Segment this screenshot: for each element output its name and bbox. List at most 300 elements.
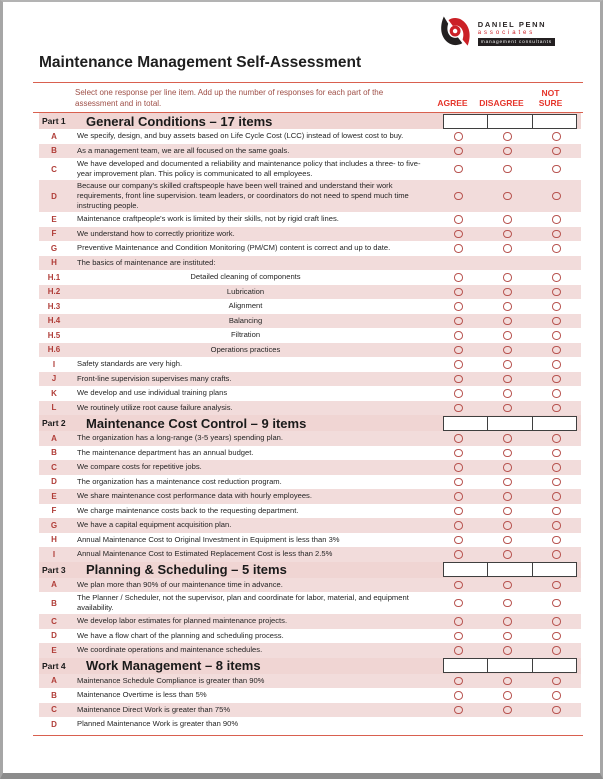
agree-column-header: AGREE xyxy=(437,98,468,108)
row-text: Maintenance Schedule Compliance is greater than 90% xyxy=(77,675,265,685)
agree-cell xyxy=(434,632,483,641)
not-sure-cell xyxy=(532,691,581,700)
radio-agree[interactable] xyxy=(454,550,463,559)
radio-not-sure[interactable] xyxy=(552,375,561,384)
radio-agree[interactable] xyxy=(454,288,463,297)
disagree-cell xyxy=(483,507,532,516)
row-letter: H xyxy=(51,535,57,545)
not-sure-cell xyxy=(532,463,581,472)
part-4-row-B xyxy=(39,688,581,703)
radio-agree[interactable] xyxy=(454,646,463,655)
not-sure-cell xyxy=(532,132,581,141)
logo-tagline: management consultants xyxy=(478,38,555,46)
radio-disagree[interactable] xyxy=(503,581,512,590)
part-3-row-E xyxy=(39,643,581,658)
disagree-cell xyxy=(483,404,532,413)
agree-cell xyxy=(434,360,483,369)
total-box-disagree[interactable] xyxy=(487,562,532,577)
part-2-row-D xyxy=(39,475,581,490)
response-options xyxy=(434,402,581,415)
agree-cell xyxy=(434,706,483,715)
radio-not-sure[interactable] xyxy=(552,192,561,201)
not-sure-cell xyxy=(532,599,581,608)
radio-not-sure[interactable] xyxy=(552,478,561,487)
row-letter: H.5 xyxy=(47,330,61,340)
total-box-agree[interactable] xyxy=(443,114,488,129)
radio-agree[interactable] xyxy=(454,434,463,443)
response-options xyxy=(434,242,581,255)
response-options xyxy=(434,548,581,561)
radio-disagree[interactable] xyxy=(503,677,512,686)
row-text: Operations practices xyxy=(210,344,281,354)
disagree-cell xyxy=(483,632,532,641)
row-text: Planned Maintenance Work is greater than 90% xyxy=(77,719,239,729)
radio-agree[interactable] xyxy=(454,617,463,626)
row-text: The basics of maintenance are instituted: xyxy=(77,257,216,267)
row-letter: H.1 xyxy=(47,272,61,282)
agree-cell xyxy=(434,617,483,626)
radio-disagree[interactable] xyxy=(503,599,512,608)
radio-disagree[interactable] xyxy=(503,346,512,355)
radio-not-sure[interactable] xyxy=(552,463,561,472)
disagree-cell xyxy=(483,463,532,472)
part-2-row-E xyxy=(39,489,581,504)
part-1-row-C xyxy=(39,158,581,180)
part-label: Part 1 xyxy=(42,116,66,126)
response-options xyxy=(434,490,581,503)
radio-disagree[interactable] xyxy=(503,302,512,311)
disagree-column-header: DISAGREE xyxy=(479,98,524,108)
radio-agree[interactable] xyxy=(454,581,463,590)
disagree-cell xyxy=(483,360,532,369)
disagree-cell xyxy=(483,273,532,282)
part-1-row-A xyxy=(39,129,581,144)
not-sure-cell xyxy=(532,449,581,458)
not-sure-cell xyxy=(532,550,581,559)
row-text: Annual Maintenance Cost to Original Investment in Equipment is less than 3% xyxy=(77,534,340,544)
radio-not-sure[interactable] xyxy=(552,215,561,224)
part-2-total-boxes xyxy=(444,416,577,431)
logo-text-block xyxy=(478,14,555,46)
radio-disagree[interactable] xyxy=(503,273,512,282)
row-letter: D xyxy=(51,631,57,641)
radio-agree[interactable] xyxy=(454,346,463,355)
radio-disagree[interactable] xyxy=(503,375,512,384)
disagree-cell xyxy=(483,521,532,530)
radio-agree[interactable] xyxy=(454,404,463,413)
radio-not-sure[interactable] xyxy=(552,617,561,626)
row-letter: B xyxy=(51,598,57,608)
row-text: Preventive Maintenance and Condition Monitoring (PM/CM) content is correct and up to date. xyxy=(77,243,391,253)
not-sure-cell xyxy=(532,478,581,487)
radio-not-sure[interactable] xyxy=(552,273,561,282)
total-box-not-sure[interactable] xyxy=(532,658,577,673)
response-options xyxy=(434,505,581,518)
part-2-row-H xyxy=(39,533,581,548)
disagree-cell xyxy=(483,550,532,559)
row-text: Front-line supervision supervises many crafts. xyxy=(77,373,232,383)
response-options xyxy=(434,181,581,211)
row-text: We routinely utilize root cause failure analysis. xyxy=(77,402,233,412)
part-3-row-B xyxy=(39,592,581,614)
radio-disagree[interactable] xyxy=(503,463,512,472)
part-2-row-I xyxy=(39,547,581,562)
radio-agree[interactable] xyxy=(454,230,463,239)
row-letter: E xyxy=(51,214,57,224)
response-options xyxy=(434,519,581,532)
part-1-row-H.6 xyxy=(39,343,581,358)
disagree-cell xyxy=(483,147,532,156)
row-letter: F xyxy=(51,506,57,516)
radio-not-sure[interactable] xyxy=(552,434,561,443)
radio-agree[interactable] xyxy=(454,463,463,472)
part-1-row-J xyxy=(39,372,581,387)
not-sure-cell xyxy=(532,521,581,530)
radio-not-sure[interactable] xyxy=(552,646,561,655)
disagree-cell xyxy=(483,691,532,700)
radio-agree[interactable] xyxy=(454,599,463,608)
radio-disagree[interactable] xyxy=(503,492,512,501)
instructions-text: Select one response per line item. Add up the number of responses for each part of the assessment and in total. xyxy=(75,88,384,108)
radio-disagree[interactable] xyxy=(503,389,512,398)
row-text: As a management team, we are all focused on the same goals. xyxy=(77,145,290,155)
radio-disagree[interactable] xyxy=(503,132,512,141)
not-sure-cell xyxy=(532,677,581,686)
row-text: The maintenance department has an annual budget. xyxy=(77,447,254,457)
row-text: We have a capital equipment acquisition plan. xyxy=(77,520,232,530)
response-options xyxy=(434,476,581,489)
row-text: The organization has a maintenance cost reduction program. xyxy=(77,476,282,486)
not-sure-cell xyxy=(532,165,581,174)
agree-cell xyxy=(434,677,483,686)
radio-agree[interactable] xyxy=(454,492,463,501)
radio-agree[interactable] xyxy=(454,375,463,384)
radio-not-sure[interactable] xyxy=(552,691,561,700)
part-4-header xyxy=(39,658,581,674)
total-box-agree[interactable] xyxy=(443,416,488,431)
radio-agree[interactable] xyxy=(454,536,463,545)
response-options xyxy=(434,344,581,357)
instruction-header-section xyxy=(33,83,583,112)
part-label: Part 3 xyxy=(42,564,66,575)
row-letter: G xyxy=(50,243,58,253)
row-letter: L xyxy=(51,403,57,413)
radio-agree[interactable] xyxy=(454,706,463,715)
radio-agree[interactable] xyxy=(454,132,463,141)
radio-agree[interactable] xyxy=(454,691,463,700)
total-box-agree[interactable] xyxy=(443,658,488,673)
radio-not-sure[interactable] xyxy=(552,389,561,398)
response-options xyxy=(434,615,581,628)
part-1-row-H.4 xyxy=(39,314,581,329)
row-text: We share maintenance cost performance data with hourly employees. xyxy=(77,491,312,501)
radio-not-sure[interactable] xyxy=(552,492,561,501)
part-4-row-A xyxy=(39,674,581,689)
radio-agree[interactable] xyxy=(454,317,463,326)
agree-cell xyxy=(434,346,483,355)
row-text: Maintenance Overtime is less than 5% xyxy=(77,690,207,700)
parts-container xyxy=(33,113,583,732)
radio-disagree[interactable] xyxy=(503,404,512,413)
radio-not-sure[interactable] xyxy=(552,706,561,715)
row-letter: H.6 xyxy=(47,345,61,355)
disagree-cell xyxy=(483,331,532,340)
row-letter: D xyxy=(51,191,57,201)
part-2-row-F xyxy=(39,504,581,519)
radio-not-sure[interactable] xyxy=(552,288,561,297)
radio-not-sure[interactable] xyxy=(552,302,561,311)
disagree-cell xyxy=(483,288,532,297)
not-sure-cell xyxy=(532,581,581,590)
company-logo xyxy=(438,14,555,50)
radio-disagree[interactable] xyxy=(503,147,512,156)
radio-not-sure[interactable] xyxy=(552,317,561,326)
response-column-headers xyxy=(428,85,575,110)
response-options xyxy=(434,329,581,342)
radio-disagree[interactable] xyxy=(503,434,512,443)
radio-disagree[interactable] xyxy=(503,331,512,340)
radio-not-sure[interactable] xyxy=(552,677,561,686)
part-4-row-D xyxy=(39,717,581,732)
disagree-cell xyxy=(483,192,532,201)
response-options xyxy=(434,257,581,270)
assessment-table xyxy=(33,82,583,736)
disagree-cell xyxy=(483,617,532,626)
radio-not-sure[interactable] xyxy=(552,331,561,340)
radio-agree[interactable] xyxy=(454,192,463,201)
row-letter: D xyxy=(51,477,57,487)
radio-agree[interactable] xyxy=(454,147,463,156)
not-sure-cell xyxy=(532,346,581,355)
radio-disagree[interactable] xyxy=(503,507,512,516)
radio-disagree[interactable] xyxy=(503,706,512,715)
disagree-cell xyxy=(483,536,532,545)
part-1-row-D xyxy=(39,180,581,212)
radio-not-sure[interactable] xyxy=(552,244,561,253)
radio-not-sure[interactable] xyxy=(552,632,561,641)
part-3-row-A xyxy=(39,578,581,593)
agree-cell xyxy=(434,230,483,239)
part-2-row-A xyxy=(39,431,581,446)
radio-disagree[interactable] xyxy=(503,360,512,369)
part-1-row-B xyxy=(39,144,581,159)
row-letter: C xyxy=(51,462,57,472)
radio-not-sure[interactable] xyxy=(552,550,561,559)
not-sure-cell xyxy=(532,706,581,715)
total-box-not-sure[interactable] xyxy=(532,562,577,577)
row-letter: B xyxy=(51,690,57,700)
radio-not-sure[interactable] xyxy=(552,147,561,156)
radio-disagree[interactable] xyxy=(503,646,512,655)
agree-cell xyxy=(434,288,483,297)
row-letter: J xyxy=(51,374,57,384)
response-options xyxy=(434,159,581,179)
total-box-not-sure[interactable] xyxy=(532,416,577,431)
disagree-cell xyxy=(483,165,532,174)
row-letter: F xyxy=(51,229,57,239)
radio-agree[interactable] xyxy=(454,478,463,487)
part-3-row-D xyxy=(39,629,581,644)
radio-not-sure[interactable] xyxy=(552,230,561,239)
response-options xyxy=(434,130,581,143)
total-box-disagree[interactable] xyxy=(487,114,532,129)
not-sure-cell xyxy=(532,434,581,443)
response-options xyxy=(434,593,581,613)
radio-not-sure[interactable] xyxy=(552,507,561,516)
response-options xyxy=(434,461,581,474)
radio-agree[interactable] xyxy=(454,165,463,174)
logo-company-subname: associates xyxy=(477,30,536,36)
agree-cell xyxy=(434,389,483,398)
radio-disagree[interactable] xyxy=(503,536,512,545)
radio-agree[interactable] xyxy=(454,244,463,253)
radio-disagree[interactable] xyxy=(503,521,512,530)
row-text: We develop labor estimates for planned maintenance projects. xyxy=(77,616,288,626)
radio-disagree[interactable] xyxy=(503,288,512,297)
part-1-row-G xyxy=(39,241,581,256)
radio-agree[interactable] xyxy=(454,449,463,458)
radio-not-sure[interactable] xyxy=(552,346,561,355)
response-options xyxy=(434,689,581,702)
disagree-cell xyxy=(483,389,532,398)
radio-disagree[interactable] xyxy=(503,617,512,626)
agree-cell xyxy=(434,273,483,282)
response-options xyxy=(434,432,581,445)
agree-cell xyxy=(434,521,483,530)
response-options xyxy=(434,228,581,241)
disagree-cell xyxy=(483,449,532,458)
agree-cell xyxy=(434,449,483,458)
agree-cell xyxy=(434,492,483,501)
radio-disagree[interactable] xyxy=(503,230,512,239)
radio-not-sure[interactable] xyxy=(552,536,561,545)
row-letter: I xyxy=(52,359,56,369)
disagree-cell xyxy=(483,706,532,715)
not-sure-cell xyxy=(532,375,581,384)
row-text: The organization has a long-range (3-5 years) spending plan. xyxy=(77,433,284,443)
row-letter: C xyxy=(51,164,57,174)
part-1-row-H.1 xyxy=(39,270,581,285)
response-options xyxy=(434,718,581,731)
row-text: We understand how to correctly prioritize work. xyxy=(77,228,235,238)
row-letter: A xyxy=(51,131,57,141)
radio-not-sure[interactable] xyxy=(552,449,561,458)
radio-agree[interactable] xyxy=(454,302,463,311)
not-sure-cell xyxy=(532,244,581,253)
radio-agree[interactable] xyxy=(454,331,463,340)
radio-disagree[interactable] xyxy=(503,691,512,700)
row-text: Balancing xyxy=(228,315,263,325)
not-sure-cell xyxy=(532,147,581,156)
radio-agree[interactable] xyxy=(454,521,463,530)
radio-agree[interactable] xyxy=(454,389,463,398)
row-text: We specify, design, and buy assets based on Life Cycle Cost (LCC) instead of lowest cost to buy. xyxy=(77,131,404,141)
radio-not-sure[interactable] xyxy=(552,404,561,413)
not-sure-cell xyxy=(532,273,581,282)
total-box-agree[interactable] xyxy=(443,562,488,577)
response-options xyxy=(434,630,581,643)
radio-agree[interactable] xyxy=(454,273,463,282)
total-box-not-sure[interactable] xyxy=(532,114,577,129)
not-sure-cell xyxy=(532,215,581,224)
not-sure-cell xyxy=(532,317,581,326)
radio-not-sure[interactable] xyxy=(552,521,561,530)
radio-agree[interactable] xyxy=(454,507,463,516)
not-sure-cell xyxy=(532,492,581,501)
response-options xyxy=(434,315,581,328)
row-letter: B xyxy=(51,146,57,156)
part-2-row-C xyxy=(39,460,581,475)
disagree-cell xyxy=(483,677,532,686)
not-sure-line1: NOT xyxy=(541,88,560,98)
row-text: Filtration xyxy=(230,330,261,340)
radio-not-sure[interactable] xyxy=(552,360,561,369)
radio-disagree[interactable] xyxy=(503,478,512,487)
disagree-cell xyxy=(483,375,532,384)
part-2-row-G xyxy=(39,518,581,533)
row-letter: I xyxy=(52,549,56,559)
radio-agree[interactable] xyxy=(454,677,463,686)
not-sure-cell xyxy=(532,617,581,626)
not-sure-column-header xyxy=(526,88,575,110)
radio-disagree[interactable] xyxy=(503,192,512,201)
row-text: Because our company's skilled craftspeople have been well trained and understand their work requirements, front line supervision. team leaders, or coordinators do not need to spend much time instructing people. xyxy=(77,181,409,210)
row-text: Maintenance Direct Work is greater than 75% xyxy=(77,704,231,714)
radio-not-sure[interactable] xyxy=(552,165,561,174)
total-box-disagree[interactable] xyxy=(487,658,532,673)
agree-cell xyxy=(434,581,483,590)
radio-not-sure[interactable] xyxy=(552,132,561,141)
row-text: Lubrication xyxy=(226,286,265,296)
row-letter: A xyxy=(51,580,57,590)
radio-disagree[interactable] xyxy=(503,449,512,458)
part-1-row-L xyxy=(39,401,581,416)
row-text: Safety standards are very high. xyxy=(77,359,183,369)
agree-cell xyxy=(434,215,483,224)
row-letter: D xyxy=(51,719,57,729)
logo-mark-icon xyxy=(438,14,473,50)
part-title: Maintenance Cost Control – 9 items xyxy=(86,415,307,431)
part-label: Part 4 xyxy=(42,660,66,671)
row-letter: A xyxy=(51,676,57,686)
radio-agree[interactable] xyxy=(454,632,463,641)
disagree-cell xyxy=(483,215,532,224)
radio-agree[interactable] xyxy=(454,360,463,369)
row-letter: C xyxy=(51,705,57,715)
agree-cell xyxy=(434,507,483,516)
row-letter: B xyxy=(51,448,57,458)
radio-disagree[interactable] xyxy=(503,632,512,641)
radio-disagree[interactable] xyxy=(503,317,512,326)
radio-not-sure[interactable] xyxy=(552,599,561,608)
radio-disagree[interactable] xyxy=(503,550,512,559)
part-2-header xyxy=(39,415,581,431)
not-sure-cell xyxy=(532,632,581,641)
radio-not-sure[interactable] xyxy=(552,581,561,590)
total-box-disagree[interactable] xyxy=(487,416,532,431)
row-letter: H xyxy=(51,258,57,268)
radio-agree[interactable] xyxy=(454,215,463,224)
response-options xyxy=(434,358,581,371)
radio-disagree[interactable] xyxy=(503,165,512,174)
radio-disagree[interactable] xyxy=(503,215,512,224)
radio-disagree[interactable] xyxy=(503,244,512,253)
response-options xyxy=(434,579,581,592)
disagree-cell xyxy=(483,492,532,501)
row-letter: H.3 xyxy=(47,301,61,311)
part-1-row-I xyxy=(39,357,581,372)
agree-cell xyxy=(434,536,483,545)
